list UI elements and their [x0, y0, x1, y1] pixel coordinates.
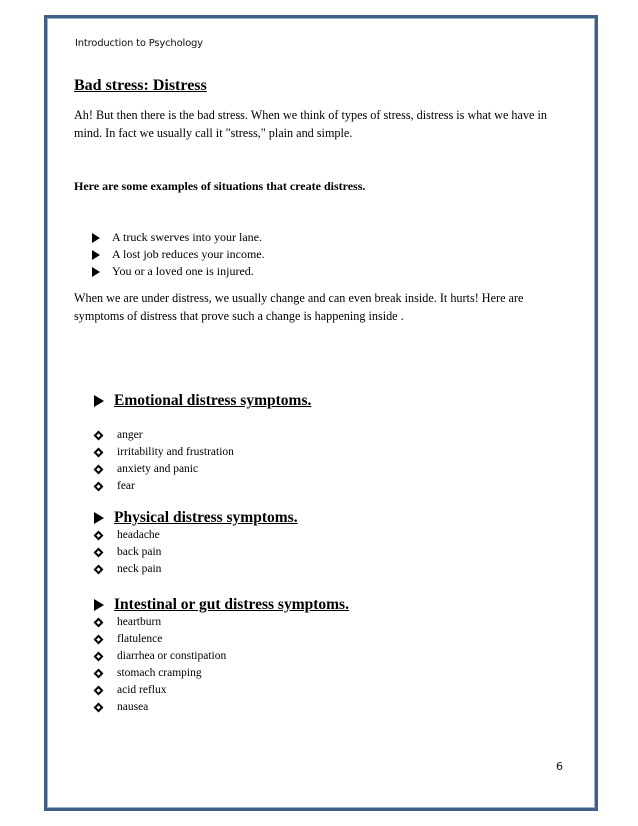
- emotional-symptoms-list: [94, 427, 234, 495]
- list-item: anxiety and panic: [94, 461, 234, 478]
- diamond-bullet-icon: [94, 482, 104, 492]
- list-item: nausea: [94, 699, 226, 716]
- diamond-bullet-icon: [94, 431, 104, 441]
- list-item: irritability and frustration: [94, 444, 234, 461]
- list-item: headache: [94, 527, 161, 544]
- distress-paragraph: When we are under distress, we usually change and can even break inside. It hurts! Here are symptoms of distress that prove such a change is happening inside .: [74, 291, 524, 323]
- diamond-bullet-icon: [94, 548, 104, 558]
- intestinal-symptoms-list: [94, 614, 226, 716]
- arrow-bullet-icon: [92, 233, 100, 243]
- arrow-bullet-icon: [92, 250, 100, 260]
- list-item: A lost job reduces your income.: [92, 246, 265, 263]
- diamond-bullet-icon: [94, 703, 104, 713]
- diamond-bullet-icon: [94, 635, 104, 645]
- physical-heading: Physical distress symptoms.: [94, 509, 298, 527]
- arrow-bullet-icon: [94, 512, 104, 524]
- list-item: flatulence: [94, 631, 226, 648]
- list-item: heartburn: [94, 614, 226, 631]
- list-item: acid reflux: [94, 682, 226, 699]
- list-item: You or a loved one is injured.: [92, 263, 265, 280]
- diamond-bullet-icon: [94, 465, 104, 475]
- intro-paragraph: Ah! But then there is the bad stress. When we think of types of stress, distress is what we have in mind. In fact we usually call it "stress," plain and simple.: [74, 108, 547, 140]
- list-item: anger: [94, 427, 234, 444]
- arrow-bullet-icon: [94, 599, 104, 611]
- page-number: 6: [556, 760, 563, 773]
- physical-symptoms-list: [94, 527, 161, 578]
- examples-list: [92, 229, 265, 280]
- list-item: stomach cramping: [94, 665, 226, 682]
- diamond-bullet-icon: [94, 686, 104, 696]
- running-header: Introduction to Psychology: [75, 38, 203, 49]
- diamond-bullet-icon: [94, 448, 104, 458]
- diamond-bullet-icon: [94, 565, 104, 575]
- list-item: neck pain: [94, 561, 161, 578]
- arrow-bullet-icon: [92, 267, 100, 277]
- list-item: back pain: [94, 544, 161, 561]
- arrow-bullet-icon: [94, 395, 104, 407]
- diamond-bullet-icon: [94, 669, 104, 679]
- diamond-bullet-icon: [94, 531, 104, 541]
- diamond-bullet-icon: [94, 618, 104, 628]
- intestinal-heading: Intestinal or gut distress symptoms.: [94, 596, 349, 614]
- section-title: Bad stress: Distress: [74, 77, 207, 94]
- list-item: fear: [94, 478, 234, 495]
- list-item: diarrhea or constipation: [94, 648, 226, 665]
- diamond-bullet-icon: [94, 652, 104, 662]
- emotional-heading: Emotional distress symptoms.: [94, 392, 311, 410]
- examples-heading: Here are some examples of situations that create distress.: [74, 179, 366, 193]
- list-item: A truck swerves into your lane.: [92, 229, 265, 246]
